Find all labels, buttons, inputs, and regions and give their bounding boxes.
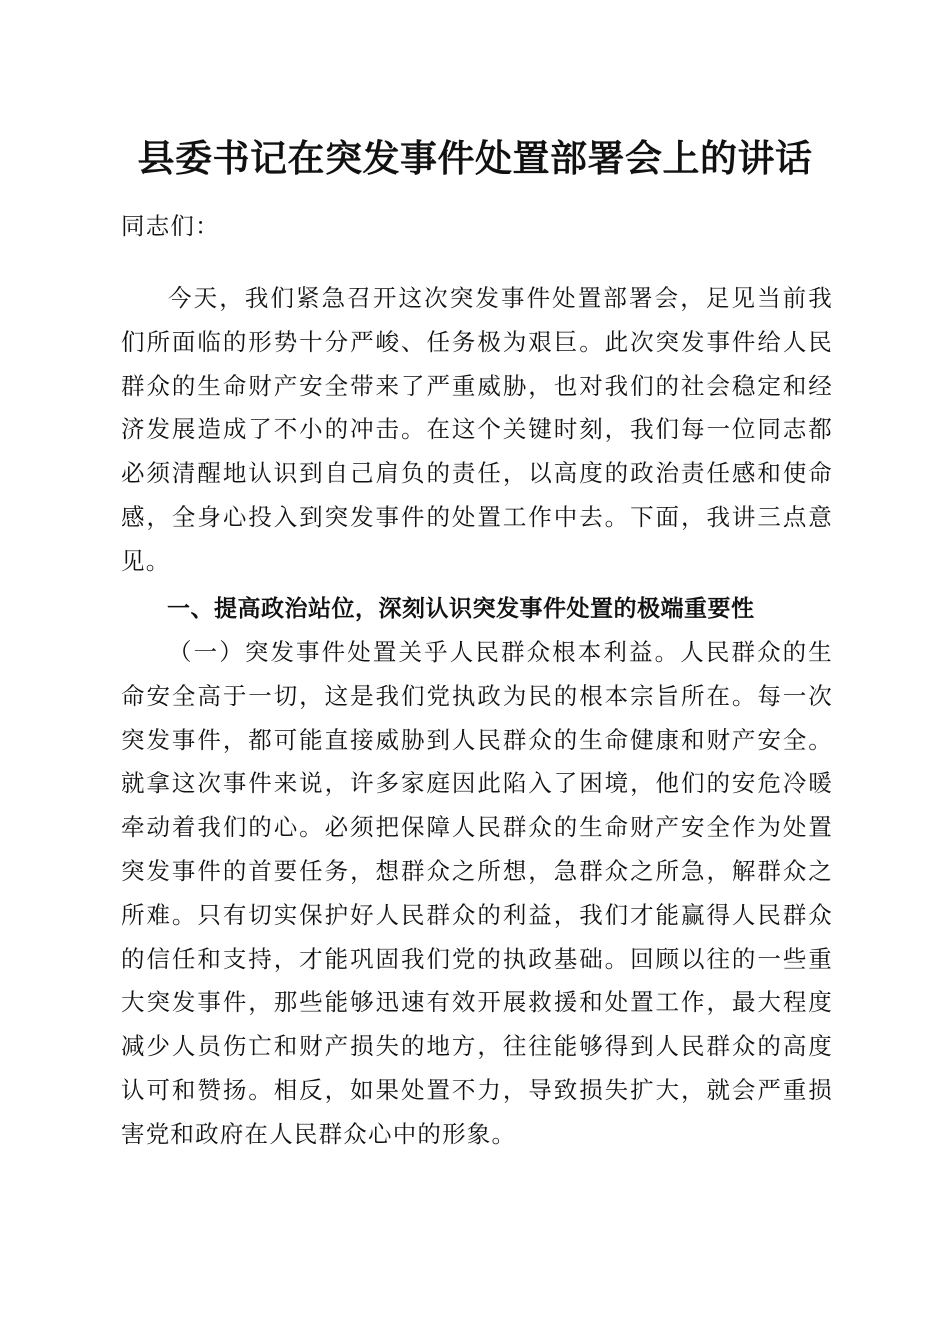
section-1-paragraph-1: （一）突发事件处置关乎人民群众根本利益。人民群众的生命安全高于一切，这是我们党执政为民的根本宗旨所在。每一次突发事件，都可能直接威胁到人民群众的生命健康和财产安全。就拿这次事件来说，许多家庭因此陷入了困境，他们的安危冷暖牵动着我们的心。必须把保障人民群众的生命财产安全作为处置突发事件的首要任务，想群众之所想，急群众之所急，解群众之所难。只有切实保护好人民群众的利益，我们才能赢得人民群众的信任和支持，才能巩固我们党的执政基础。回顾以往的一些重大突发事件，那些能够迅速有效开展救援和处置工作，最大程度减少人员伤亡和财产损失的地方，往往能够得到人民群众的高度认可和赞扬。相反，如果处置不力，导致损失扩大，就会严重损害党和政府在人民群众心中的形象。 [121, 638, 833, 1148]
document-title: 县委书记在突发事件处置部署会上的讲话 [137, 136, 813, 180]
opening-paragraph: 今天，我们紧急召开这次突发事件处置部署会，足见当前我们所面临的形势十分严峻、任务极为艰巨。此次突发事件给人民群众的生命财产安全带来了严重威胁，也对我们的社会稳定和经济发展造成了不小的冲击。在这个关键时刻，我们每一位同志都必须清醒地认识到自己肩负的责任，以高度的政治责任感和使命感，全身心投入到突发事件的处置工作中去。下面，我讲三点意见。 [121, 284, 833, 575]
salutation: 同志们： [121, 212, 220, 240]
section-1-heading: 一、提高政治站位，深刻认识突发事件处置的极端重要性 [167, 596, 755, 622]
